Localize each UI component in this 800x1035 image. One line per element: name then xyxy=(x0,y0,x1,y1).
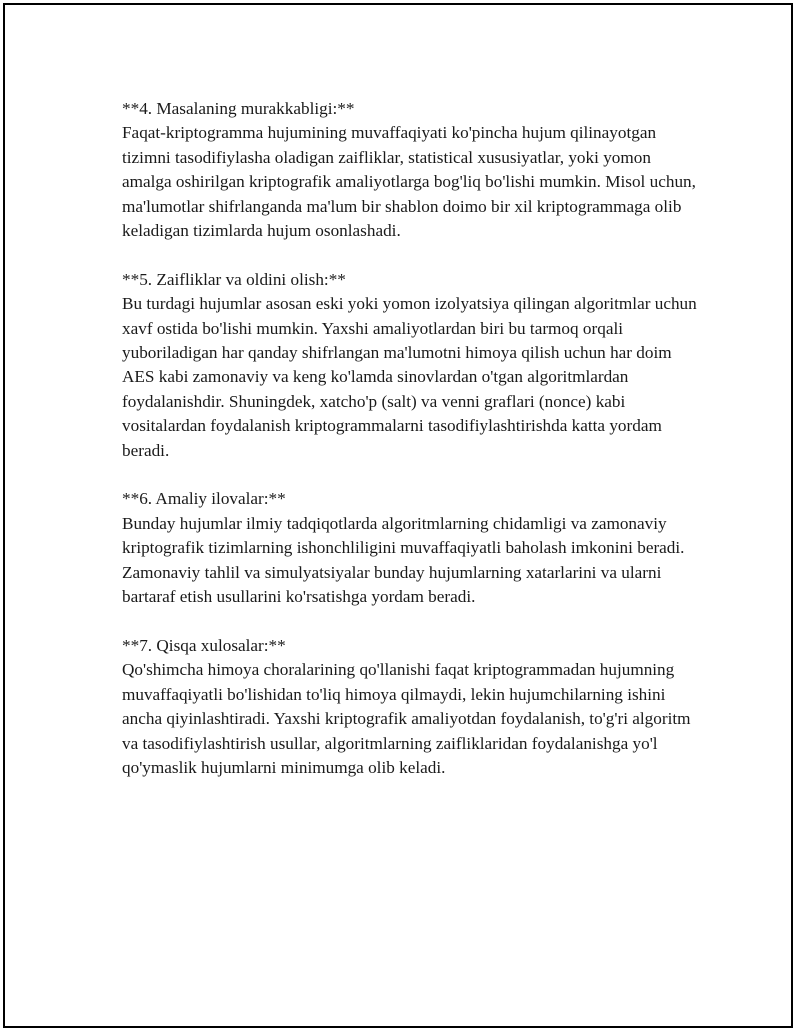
section-zaifliklar-va-oldini-olish xyxy=(122,268,697,463)
section-body: Bunday hujumlar ilmiy tadqiqotlarda algoritmlarning chidamligi va zamonaviy kriptografik tizimlarning ishonchliligini muvaffaqiyatli baholash imkonini beradi. Zamonaviy tahlil va simulyatsiyalar bunday hujumlarning xatarlarini va ularni bartaraf etish usullarini ko'rsatishga yordam beradi. xyxy=(122,513,685,607)
section-body: Qo'shimcha himoya choralarining qo'llanishi faqat kriptogrammadan hujumning muvaffaqiyatli bo'lishidan to'liq himoya qilmaydi, lekin hujumchilarning ishini ancha qiyinlashtiradi. Yaxshi kriptografik amaliyotdan foydalanish, to'g'ri algoritm va tasodifiylashtirish usullar, algoritmlarning zaifliklaridan foydalanishga yo'l qo'ymaslik hujumlarni minimumga olib keladi. xyxy=(122,660,691,777)
page-frame xyxy=(3,3,793,1028)
section-heading: **6. Amaliy ilovalar:** xyxy=(122,489,286,509)
section-amaliy-ilovalar xyxy=(122,487,697,609)
section-qisqa-xulosalar xyxy=(122,634,697,780)
section-heading: **5. Zaifliklar va oldini olish:** xyxy=(122,269,346,289)
section-body: Faqat-kriptogramma hujumining muvaffaqiyati ko'pincha hujum qilinayotgan tizimni tasodifiylasha oladigan zaifliklar, statistical xususiyatlar, yoki yomon amalga oshirilgan kriptografik amaliyotlarga bog'liq bo'lishi mumkin. Misol uchun, ma'lumotlar shifrlanganda ma'lum bir shablon doimo bir xil kriptogrammaga olib keladigan tizimlarda hujum osonlashadi. xyxy=(122,123,696,241)
section-heading: **7. Qisqa xulosalar:** xyxy=(122,635,286,655)
section-body: Bu turdagi hujumlar asosan eski yoki yomon izolyatsiya qilingan algoritmlar uchun xavf ostida bo'lishi mumkin. Yaxshi amaliyotlardan biri bu tarmoq orqali yuboriladigan har qanday shifrlangan ma'lumotni himoya qilish uchun har doim AES kabi zamonaviy va keng ko'lamda sinovlardan o'tgan algoritmlardan foydalanishdir. Shuningdek, xatcho'p (salt) va venni graflari (nonce) kabi vositalardan foydalanish kriptogrammalarni tasodifiylashtirishda katta yordam beradi. xyxy=(122,294,697,460)
section-heading: **4. Masalaning murakkabligi:** xyxy=(122,99,355,118)
section-masalaning-murakkabligi xyxy=(122,97,697,243)
document-content xyxy=(122,97,697,805)
